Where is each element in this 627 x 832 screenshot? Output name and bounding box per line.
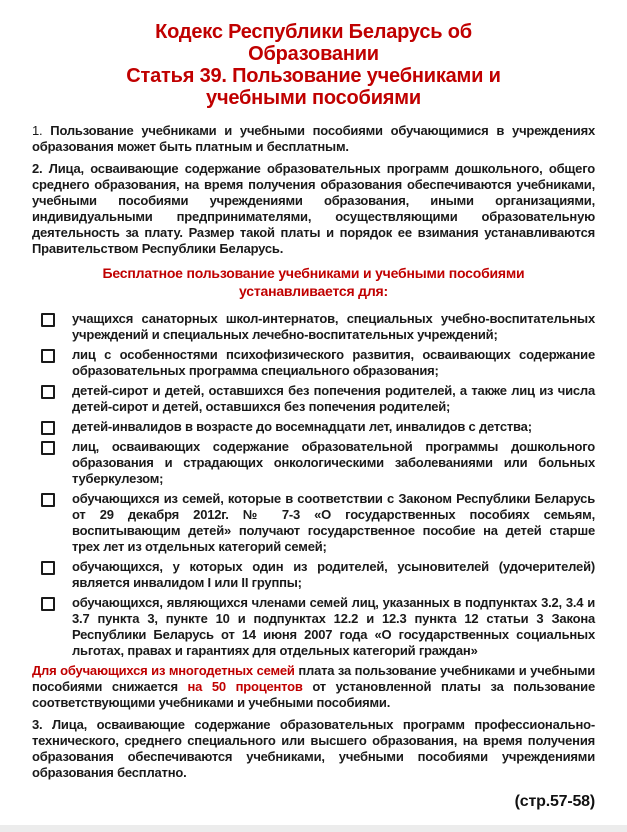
paragraph-1-text: Пользование учебниками и учебными пособиями обучающимися в учреждениях образования может быть платным и бесплатным. xyxy=(32,122,595,154)
page-reference: (стр.57-58) xyxy=(514,793,595,811)
title-line-1: Кодекс Республики Беларусь об xyxy=(155,21,472,44)
paragraph-1-number: 1. xyxy=(32,122,43,138)
checkbox-column xyxy=(32,419,72,435)
checkbox-column xyxy=(32,383,72,399)
checkbox-column xyxy=(32,595,72,611)
checkbox-icon xyxy=(41,313,55,327)
list-item xyxy=(32,347,595,379)
list-item-text: обучающихся, у которых один из родителей, усыновителей (удочерителей) является инвалидом I или II группы; xyxy=(72,559,595,591)
checkbox-column xyxy=(32,347,72,363)
checkbox-column xyxy=(32,439,72,455)
list-item-text: обучающихся, являющихся членами семей лиц, указанных в подпунктах 3.2, 3.4 и 3.7 пункта 3, пункте 10 и подпунктах 12.2 и 12.3 пункта 12 статьи 3 Закона Республики Беларусь от 14 июня 2007 года «О государственных социальных льготах, правах и гарантиях для отдельных категорий граждан» xyxy=(72,595,595,659)
list-item-text: лиц, осваивающих содержание образовательной программы дошкольного образования и страдающих онкологическими заболеваниями или больных туберкулезом; xyxy=(72,439,595,487)
document-title xyxy=(32,21,595,109)
list-item xyxy=(32,419,595,435)
list-item-text: детей-сирот и детей, оставшихся без попечения родителей, а также лиц из числа детей-сирот и детей, оставшихся без попечения родителей; xyxy=(72,383,595,415)
checkbox-column xyxy=(32,491,72,507)
free-use-heading-line-2: устанавливается для: xyxy=(239,282,388,299)
discount-paragraph xyxy=(32,663,595,711)
discount-highlight-families: Для обучающихся из многодетных семей xyxy=(32,663,295,679)
free-use-heading xyxy=(32,264,595,300)
list-item xyxy=(32,439,595,487)
paragraph-2: 2. Лица, осваивающие содержание образовательных программ дошкольного, общего среднего образования, на время получения образования обеспечиваются учебниками, учебными пособиями учреждениями образования, иными организациями, индивидуальными предпринимателями, осуществляющими образовательную деятельность за плату. Размер такой платы и порядок ее взимания устанавливаются Правительством Республики Беларусь. xyxy=(32,160,595,256)
free-use-bullet-list xyxy=(32,311,595,659)
title-line-4: учебными пособиями xyxy=(206,87,421,110)
paragraph-3: 3. Лица, осваивающие содержание образовательных программ профессионально-технического, среднего специального или высшего образования, на время получения образования обеспечиваются учебниками, учебными пособиями учреждениями образования бесплатно. xyxy=(32,717,595,781)
list-item xyxy=(32,311,595,343)
title-line-2: Образовании xyxy=(248,43,379,66)
checkbox-column xyxy=(32,311,72,327)
list-item-text: учащихся санаторных школ-интернатов, специальных учебно-воспитательных учреждений и специальных лечебно-воспитательных учреждений; xyxy=(72,311,595,343)
checkbox-icon xyxy=(41,385,55,399)
paragraph-1 xyxy=(32,123,595,155)
free-use-heading-line-1: Бесплатное пользование учебниками и учебными пособиями xyxy=(102,264,525,281)
list-item-text: детей-инвалидов в возрасте до восемнадцати лет, инвалидов с детства; xyxy=(72,419,532,435)
list-item-text: лиц с особенностями психофизического развития, осваивающих содержание образовательных программа специального образования; xyxy=(72,347,595,379)
checkbox-icon xyxy=(41,421,55,435)
discount-text-1: плата за пользование учебниками и учебными пособиями снижается xyxy=(32,663,595,695)
title-line-3: Статья 39. Пользование учебниками и xyxy=(126,65,501,88)
checkbox-icon xyxy=(41,597,55,611)
list-item xyxy=(32,595,595,659)
discount-highlight-percent: на 50 процентов xyxy=(187,679,303,695)
list-item xyxy=(32,559,595,591)
checkbox-icon xyxy=(41,349,55,363)
bottom-edge-strip xyxy=(0,825,627,832)
checkbox-icon xyxy=(41,441,55,455)
list-item xyxy=(32,383,595,415)
checkbox-column xyxy=(32,559,72,575)
discount-text-2: от установленной платы за пользование соответствующими учебниками и учебными пособиями. xyxy=(32,679,595,711)
checkbox-icon xyxy=(41,561,55,575)
checkbox-icon xyxy=(41,493,55,507)
list-item xyxy=(32,491,595,555)
list-item-text: обучающихся из семей, которые в соответствии с Законом Республики Беларусь от 29 декабря 2012г. № 7-3 «О государственных пособиях семьям, воспитывающим детей» получают государственное пособие на детей старше трех лет из отдельных категорий семей; xyxy=(72,491,595,555)
